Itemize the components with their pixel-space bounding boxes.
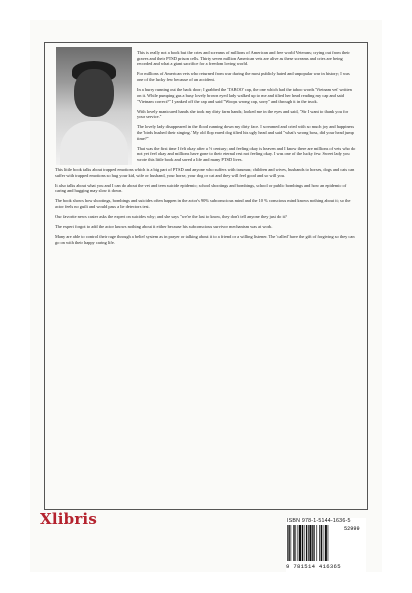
barcode-bar bbox=[321, 525, 322, 561]
blurb-paragraph: The expert forgot to add the actor knows nothing about it either because his subconscious survivor mechanism was at work. bbox=[55, 224, 273, 230]
barcode-block bbox=[286, 518, 366, 578]
barcode-bar bbox=[308, 525, 309, 561]
barcode-bar bbox=[298, 525, 299, 561]
barcode-bar bbox=[323, 525, 324, 561]
price-code: 52999 bbox=[344, 526, 360, 532]
barcode-bar bbox=[309, 525, 311, 561]
barcode-bar bbox=[314, 525, 315, 561]
barcode-bar bbox=[319, 525, 320, 561]
blurb-paragraph: With lovely manicured hands she took my dirty farm hands; looked me in the eyes and said, "Sir I want to thank you for your service." bbox=[137, 108, 349, 120]
barcode-bar bbox=[316, 525, 317, 561]
isbn-label: ISBN 978-1-5144-1636-5 bbox=[287, 518, 351, 524]
blurb-text bbox=[55, 50, 357, 250]
barcode-bar bbox=[288, 525, 289, 561]
barcode-bar bbox=[302, 525, 303, 561]
blurb-paragraph: The lovely lady disappeared in the flood running down my dirty face. I screamed and cried with so much joy and happiness the 'birds hushed their singing.' My old flop eared dog tilted his ugly head and said "what's wrong boss, did your head jump time?" bbox=[137, 124, 355, 141]
blurb-paragraph: That was the first time I felt okay after a ½ century; and feeling okay is heaven and I know there are millions of vets who do not yet feel okay and millions have gone to their eternal rest not feeling okay. I was one of the lucky few. Sweet lady you wrote this little book and saved a life and many PTSD lives. bbox=[137, 145, 356, 163]
barcode-bar bbox=[287, 525, 288, 561]
publisher-logo: Xlibris bbox=[40, 510, 97, 528]
blurb-paragraph: It also talks about what you and I can do about the vet and teen suicide epidemic; school shootings and bombings, school or public bombings and how an epidemic of caring and hugging may slow it down. bbox=[55, 182, 347, 194]
barcode-bar bbox=[304, 525, 305, 561]
blurb-paragraph: Many are able to control their rage through a belief system as in prayer or talking about it to a friend or a willing listener. The 'called' have the gift of forgiving so they can go on with their happy caring life. bbox=[55, 234, 355, 245]
blurb-paragraph: In a hurry running out the back door; I grabbed the 'TABOO' cap, the one which had the taboo words 'Vietnam vet' written on it. While pumping gas a busy lovely brown eyed lady walked up to me and tilted her head reading my cap and said "Vietnam correct?" I yanked off the cap and said "Woops wrong cap, sorry" and through it in the truck. bbox=[137, 87, 352, 104]
barcode-bar bbox=[306, 525, 307, 561]
barcode-bar bbox=[325, 525, 327, 561]
blurb-paragraph: Our favorite news caster asks the expert on suicides why; and she says "we're the last to know, they don't tell anyone they just do it? bbox=[55, 214, 287, 220]
ean-number: 9 781514 416365 bbox=[286, 563, 341, 570]
photo-float-spacer bbox=[55, 50, 137, 166]
barcode-bar bbox=[295, 525, 296, 561]
blurb-paragraph: The book shows how shootings, bombings and suicides often happen in the actor's 90% subconscious mind and the 10 % conscious mind knows nothing about it; so the actor feels no guilt and would pass a lie detectors test. bbox=[55, 198, 351, 210]
barcode-bar bbox=[299, 525, 301, 561]
blurb-paragraph: This little book talks about trapped emotions which is a big part of PTSD and anyone who suffers with traumas; children and wives, husbands to horses, dogs and cats can suffer with trapped emotions so hug your kid, wife or husband, your horse, your dog or cat and they will feel good and so will you. bbox=[55, 167, 355, 178]
blurb-paragraph: For millions of American vets who returned from war during the most publicly hated and unpopular war in history; I was one of the lucky few because of an accident. bbox=[137, 71, 350, 83]
blurb-paragraph: This is really not a book but the cries and screams of millions of American and free world Veterans; crying out from their graves and their PTSD prison cells. Thirty seven million American vets are alive as these screams and cries are being recorded and what a giant sacrifice for a freedom loving world. bbox=[137, 50, 350, 67]
barcode-bar bbox=[328, 525, 329, 561]
barcode-bar bbox=[291, 525, 292, 561]
barcode-bar bbox=[293, 525, 294, 561]
barcode-bar bbox=[312, 525, 313, 561]
